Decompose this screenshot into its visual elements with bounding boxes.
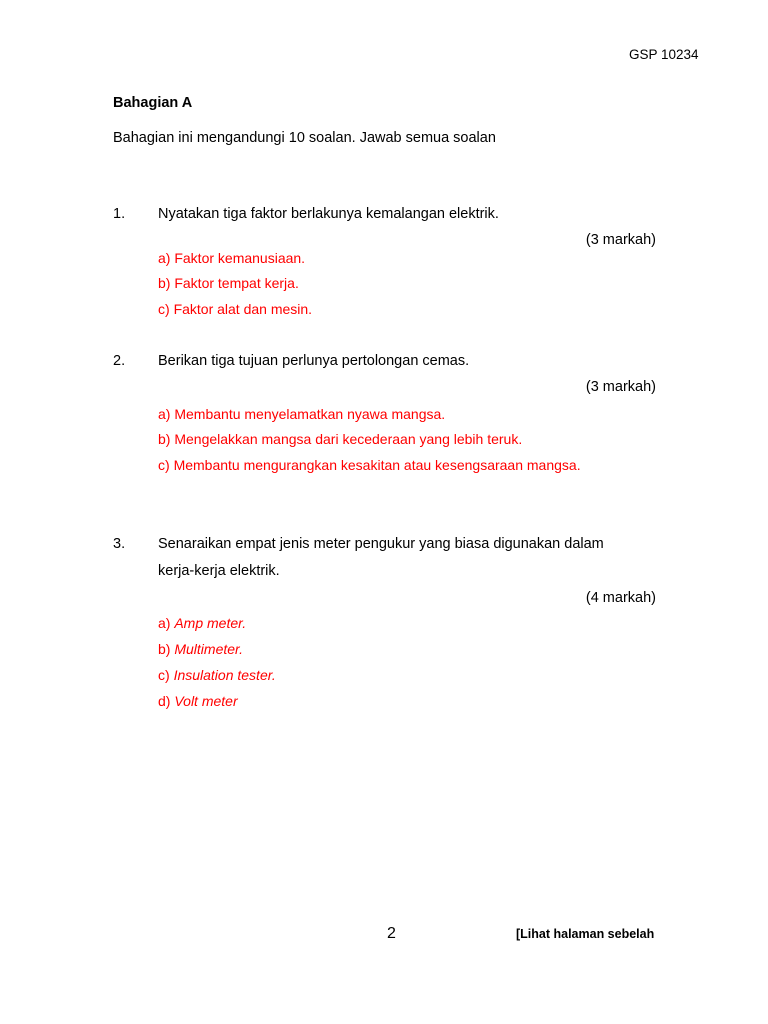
question-number: 2. — [113, 353, 126, 369]
question-number: 1. — [113, 206, 126, 222]
answer-line: c) Membantu mengurangkan kesakitan atau kesengsaraan mangsa. — [158, 457, 581, 473]
answer-line: b) Faktor tempat kerja. — [158, 275, 299, 291]
question-marks: (3 markah) — [585, 232, 656, 248]
question-text: Berikan tiga tujuan perlunya pertolongan cemas. — [158, 353, 470, 369]
question-text: Senaraikan empat jenis meter pengukur yang biasa digunakan dalam — [158, 536, 604, 552]
answer-line: d) Volt meter — [158, 693, 238, 709]
question-text-continued: kerja-kerja elektrik. — [158, 563, 280, 579]
question-number: 3. — [113, 536, 126, 552]
answer-line: a) Amp meter. — [158, 615, 247, 631]
exam-code: GSP 10234 — [629, 47, 699, 62]
answer-line: c) Faktor alat dan mesin. — [158, 301, 313, 317]
next-page-note: [Lihat halaman sebelah — [516, 927, 655, 941]
answer-line: b) Multimeter. — [158, 641, 244, 657]
answer-line: b) Mengelakkan mangsa dari kecederaan yang lebih teruk. — [158, 431, 523, 447]
question-marks: (3 markah) — [585, 379, 656, 395]
section-title: Bahagian A — [113, 95, 193, 111]
page-number: 2 — [387, 925, 396, 942]
answer-line: c) Insulation tester. — [158, 667, 276, 683]
answer-line: a) Faktor kemanusiaan. — [158, 250, 306, 266]
section-instruction: Bahagian ini mengandungi 10 soalan. Jawab semua soalan — [113, 130, 496, 146]
question-marks: (4 markah) — [585, 590, 656, 606]
question-text: Nyatakan tiga faktor berlakunya kemalangan elektrik. — [158, 206, 499, 222]
answer-line: a) Membantu menyelamatkan nyawa mangsa. — [158, 406, 446, 422]
